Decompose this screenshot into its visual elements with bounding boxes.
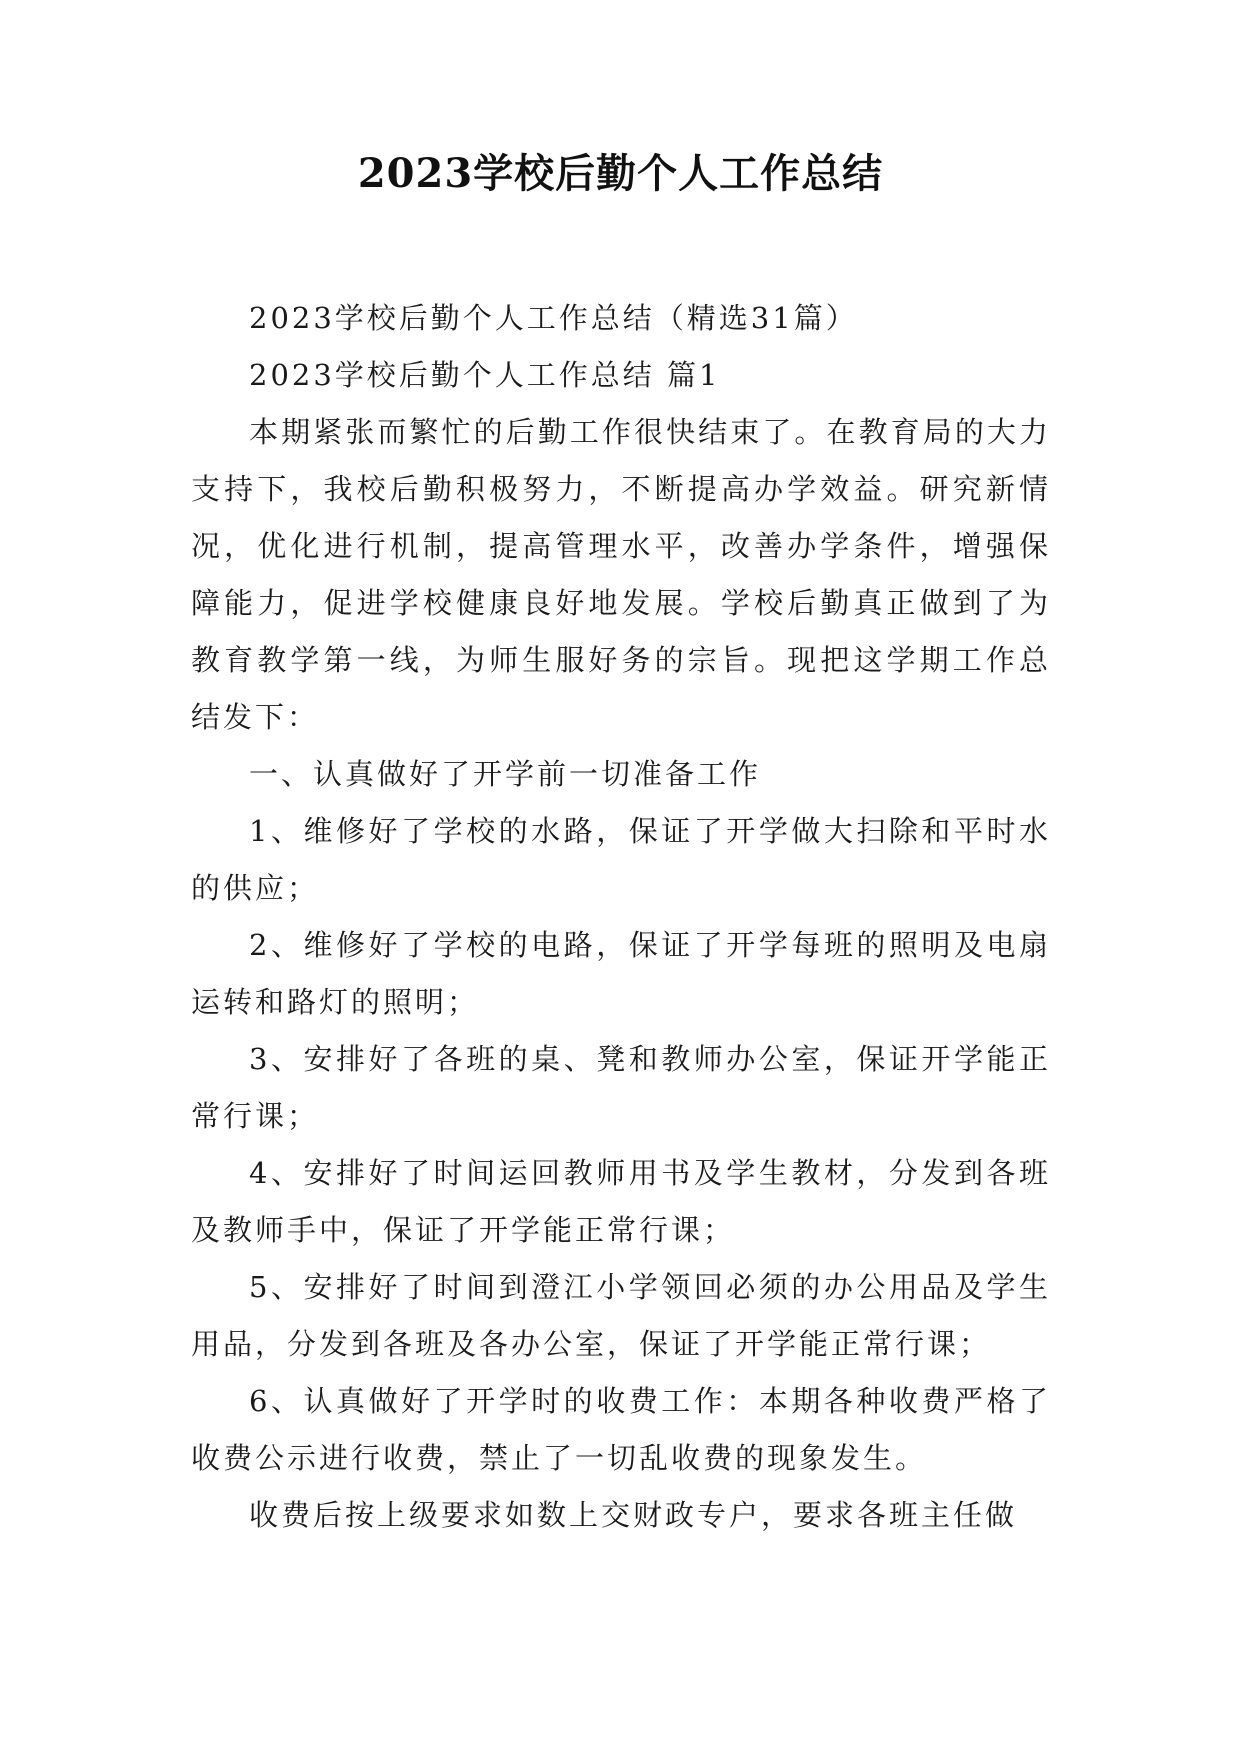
paragraph-intro: 本期紧张而繁忙的后勤工作很快结束了。在教育局的大力支持下，我校后勤积极努力，不断提高办学效益。研究新情况，优化进行机制，提高管理水平，改善办学条件，增强保障能力，促进学校健康良好地发展。学校后勤真正做到了为教育教学第一线，为师生服好务的宗旨。现把这学期工作总结发下：: [191, 415, 1051, 734]
paragraph-subtitle: 2023学校后勤个人工作总结（精选31篇）: [249, 301, 858, 335]
paragraph-section-heading: 2023学校后勤个人工作总结 篇1: [249, 358, 721, 392]
paragraph-heading-1: 一、认真做好了开学前一切准备工作: [249, 757, 762, 791]
paragraph-item-5: 5、安排好了时间到澄江小学领回必须的办公用品及学生用品，分发到各班及各办公室，保证了开学能正常行课；: [191, 1270, 1051, 1361]
paragraph-item-3: 3、安排好了各班的桌、凳和教师办公室，保证开学能正常行课；: [191, 1042, 1051, 1133]
paragraph-item-6: 6、认真做好了开学时的收费工作：本期各种收费严格了收费公示进行收费，禁止了一切乱收费的现象发生。: [191, 1384, 1051, 1475]
document-body: [191, 290, 1051, 1544]
paragraph-item-2: 2、维修好了学校的电路，保证了开学每班的照明及电扇运转和路灯的照明；: [191, 928, 1051, 1019]
paragraph-item-4: 4、安排好了时间运回教师用书及学生教材，分发到各班及教师手中，保证了开学能正常行课；: [191, 1156, 1051, 1247]
document-title: 2023学校后勤个人工作总结: [357, 150, 884, 197]
paragraph-item-1: 1、维修好了学校的水路，保证了开学做大扫除和平时水的供应；: [191, 814, 1051, 905]
paragraph-fees: 收费后按上级要求如数上交财政专户，要求各班主任做: [249, 1498, 1018, 1532]
